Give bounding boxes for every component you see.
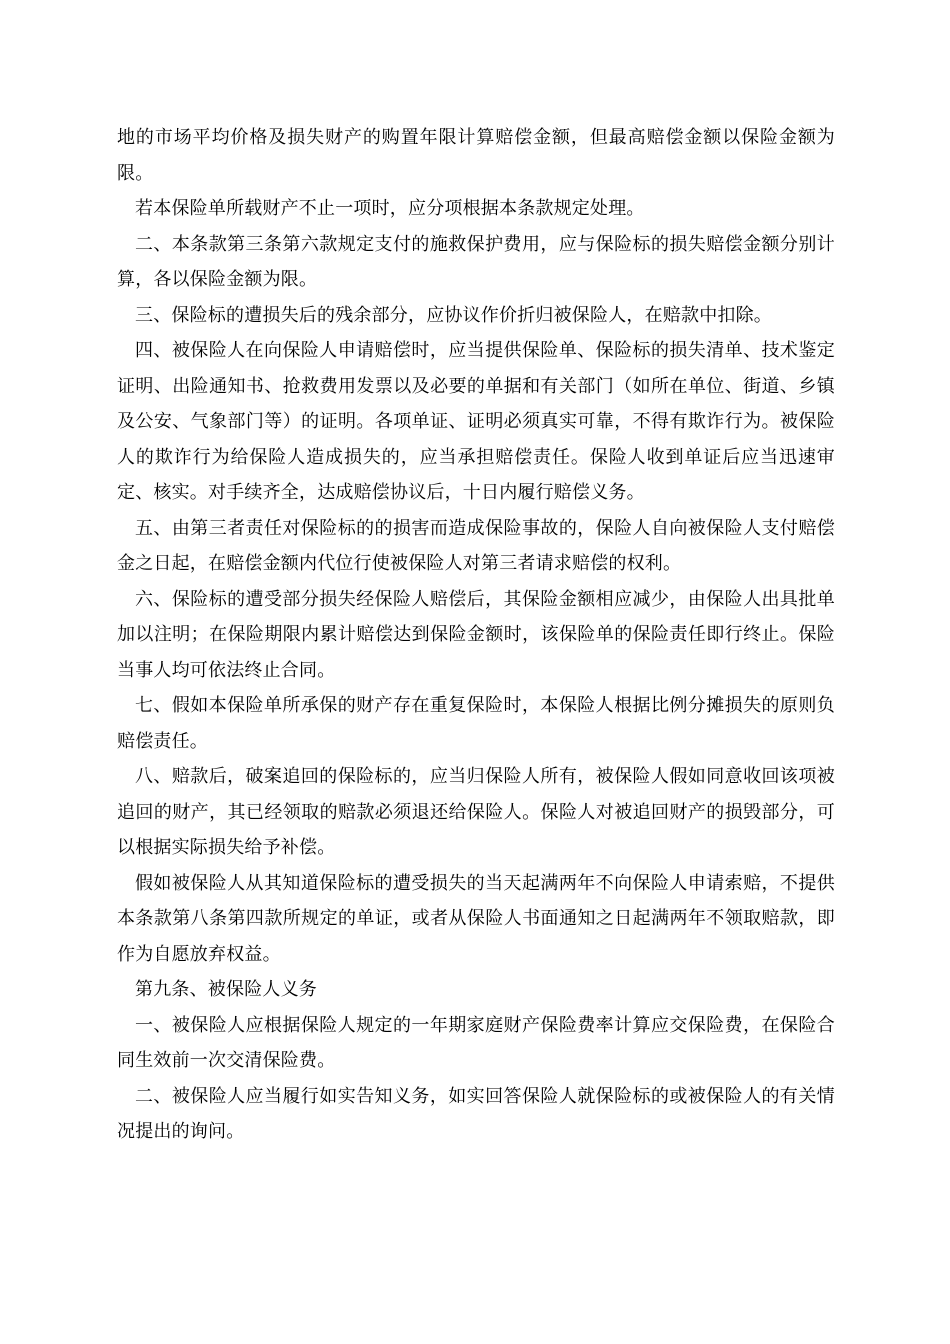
paragraph-8: 七、假如本保险单所承保的财产存在重复保险时，本保险人根据比例分摊损失的原则负赔偿责任。 [117, 695, 835, 752]
section-heading: 第九条、被保险人义务 [135, 979, 317, 1000]
paragraph-2: 若本保险单所载财产不止一项时，应分项根据本条款规定处理。 [135, 198, 645, 219]
paragraph-3: 二、本条款第三条第六款规定支付的施救保护费用，应与保险标的损失赔偿金额分别计算，各以保险金额为限。 [117, 233, 835, 290]
paragraph-6: 五、由第三者责任对保险标的的损害而造成保险事故的，保险人自向被保险人支付赔偿金之日起，在赔偿金额内代位行使被保险人对第三者请求赔偿的权利。 [117, 517, 835, 574]
paragraph-12: 一、被保险人应根据保险人规定的一年期家庭财产保险费率计算应交保险费，在保险合同生效前一次交清保险费。 [117, 1014, 835, 1071]
paragraph-13: 二、被保险人应当履行如实告知义务，如实回答保险人就保险标的或被保险人的有关情况提出的询问。 [117, 1085, 835, 1142]
paragraph-10: 假如被保险人从其知道保险标的遭受损失的当天起满两年不向保险人申请索赔，不提供本条款第八条第四款所规定的单证，或者从保险人书面通知之日起满两年不领取赔款，即作为自愿放弃权益。 [117, 872, 835, 965]
paragraph-7: 六、保险标的遭受部分损失经保险人赔偿后，其保险金额相应减少，由保险人出具批单加以注明；在保险期限内累计赔偿达到保险金额时，该保险单的保险责任即行终止。保险当事人均可依法终止合同。 [117, 588, 835, 681]
paragraph-4: 三、保险标的遭损失后的残余部分，应协议作价折归被保险人，在赔款中扣除。 [135, 304, 772, 326]
paragraph-9: 八、赔款后，破案追回的保险标的，应当归保险人所有，被保险人假如同意收回该项被追回的财产，其已经领取的赔款必须退还给保险人。保险人对被追回财产的损毁部分，可以根据实际损失给予补偿。 [117, 766, 835, 858]
paragraph-1: 地的市场平均价格及损失财产的购置年限计算赔偿金额，但最高赔偿金额以保险金额为限。 [117, 127, 835, 184]
paragraph-5: 四、被保险人在向保险人申请赔偿时，应当提供保险单、保险标的损失清单、技术鉴定证明、出险通知书、抢救费用发票以及必要的单据和有关部门（如所在单位、街道、乡镇及公安、气象部门等）的证明。各项单证、证明必须真实可靠，不得有欺诈行为。被保险人的欺诈行为给保险人造成损失的，应当承担赔偿责任。保险人收到单证后应当迅速审定、核实。对手续齐全，达成赔偿协议后，十日内履行赔偿义务。 [117, 340, 835, 503]
document-body [117, 120, 835, 1150]
